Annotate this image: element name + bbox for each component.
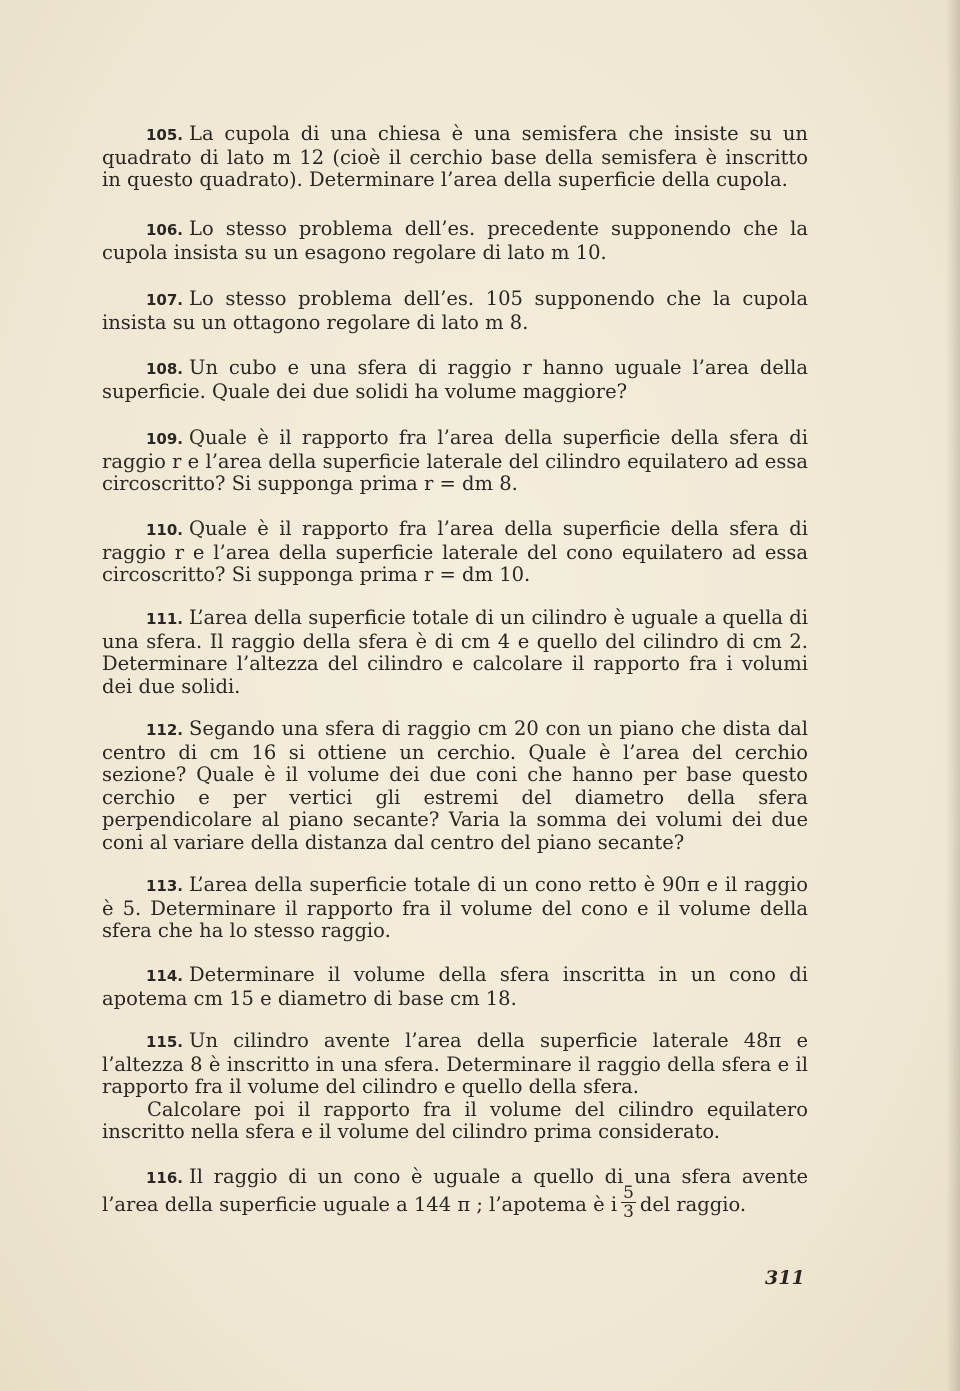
problem-text: Segando una sfera di raggio cm 20 con un piano che dista dal centro di cm 16 si ottiene un cerchio. Quale è l’area del cerchio sezione? Quale è il volume dei due coni che hanno per base questo cerchio e per vertici gli estremi del diametro della sfera perpendicolare al piano secante? Varia la somma dei volumi dei due coni al variare della distanza dal centro del piano secante?: [102, 717, 808, 854]
problem-text: Determinare il volume della sfera inscritta in un cono di apotema cm 15 e diametro di base cm 18.: [102, 963, 808, 1010]
problem-text: L’area della superficie totale di un cilindro è uguale a quella di una sfera. Il raggio della sfera è di cm 4 e quello del cilindro di cm 2. Determinare l’altezza del cilindro e calcolare il rapporto fra i volumi dei due solidi.: [102, 606, 808, 698]
problem-text: Un cilindro avente l’area della superficie laterale 48π e l’altezza 8 è inscritto in una sfera. Determinare il raggio della sfera e il rapporto fra il volume del cilindro e quello della sfera.: [102, 1029, 808, 1099]
problem-text: La cupola di una chiesa è una semisfera che insiste su un quadrato di lato m 12 (cioè il cerchio base della semisfera è inscritto in questo quadrato). Determinare l’area della superficie della cupola.: [102, 122, 808, 192]
fraction-denominator: 3: [623, 1201, 634, 1222]
problem-text: Un cubo e una sfera di raggio r hanno uguale l’area della superficie. Quale dei due solidi ha volume maggiore?: [102, 356, 808, 403]
problem-114: [102, 964, 808, 1010]
problem-107: [102, 288, 808, 334]
page-number: 311: [765, 1267, 805, 1289]
problem-116: [102, 1166, 808, 1221]
problem-text-end: del raggio.: [639, 1192, 747, 1216]
fraction-numerator: 5: [623, 1182, 634, 1203]
problem-105: [102, 123, 808, 192]
problem-number: 113.: [146, 877, 184, 895]
problem-106: [102, 218, 808, 264]
problem-number: 116.: [146, 1169, 184, 1187]
page-edge-shadow: [946, 0, 960, 1391]
problem-text: Quale è il rapporto fra l’area della superficie della sfera di raggio r e l’area della superficie laterale del cono equilatero ad essa circoscritto? Si supponga prima r = dm 10.: [102, 517, 808, 587]
problem-number: 115.: [146, 1033, 184, 1051]
problem-115: [102, 1030, 808, 1144]
problem-110: [102, 518, 808, 587]
problem-113: [102, 874, 808, 943]
problem-text: Lo stesso problema dell’es. precedente supponendo che la cupola insista su un esagono regolare di lato m 10.: [102, 217, 808, 264]
problem-112: [102, 718, 808, 855]
problem-number: 112.: [146, 721, 184, 739]
problem-number: 107.: [146, 291, 184, 309]
fraction: [621, 1184, 636, 1221]
problem-text-continued: Calcolare poi il rapporto fra il volume del cilindro equilatero inscritto nella sfera e il volume del cilindro prima considerato.: [102, 1097, 808, 1144]
problem-111: [102, 607, 808, 698]
problem-108: [102, 357, 808, 403]
problem-number: 105.: [146, 126, 184, 144]
problem-number: 108.: [146, 360, 184, 378]
problem-number: 106.: [146, 221, 184, 239]
problem-number: 111.: [146, 610, 184, 628]
problem-text: Lo stesso problema dell’es. 105 supponendo che la cupola insista su un ottagono regolare di lato m 8.: [102, 287, 808, 334]
problem-109: [102, 427, 808, 496]
problem-text: L’area della superficie totale di un cono retto è 90π e il raggio è 5. Determinare il rapporto fra il volume del cono e il volume della sfera che ha lo stesso raggio.: [102, 873, 808, 943]
problem-number: 109.: [146, 430, 184, 448]
problem-text: Quale è il rapporto fra l’area della superficie della sfera di raggio r e l’area della superficie laterale del cilindro equilatero ad essa circoscritto? Si supponga prima r = dm 8.: [102, 426, 808, 496]
problem-number: 114.: [146, 967, 184, 985]
problem-text: Il raggio di un cono è uguale a quello di una sfera avente l’area della superficie uguale a 144 π ; l’apotema è i: [102, 1165, 808, 1216]
problem-number: 110.: [146, 521, 184, 539]
